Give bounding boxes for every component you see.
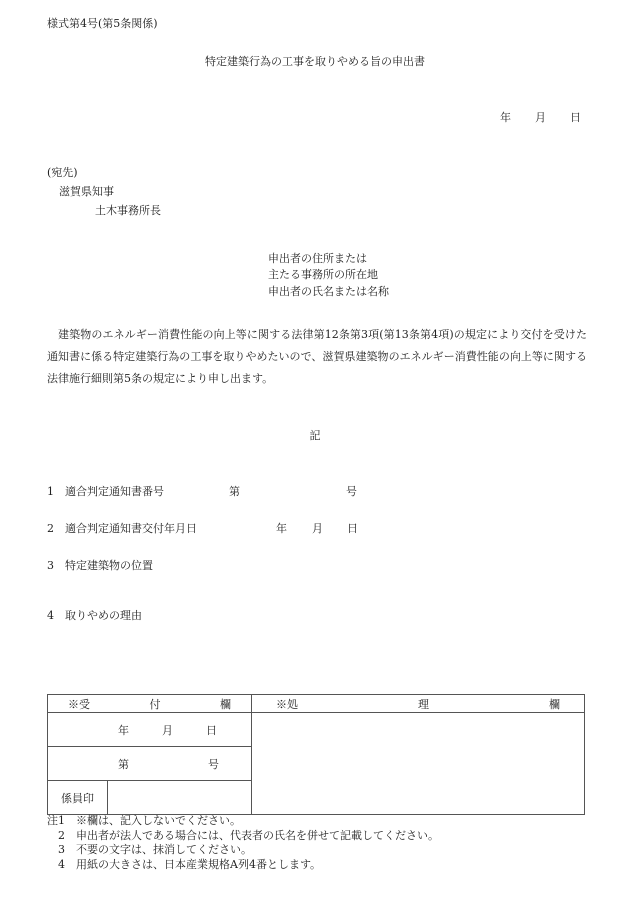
applicant-address-line2: 主たる事務所の所在地 <box>268 268 378 281</box>
reception-month: 月 <box>162 723 173 737</box>
reception-dai: 第 <box>118 757 129 771</box>
item2-day: 日 <box>347 522 358 535</box>
seal-label-cell <box>48 781 108 815</box>
reception-go: 号 <box>208 757 219 771</box>
note-2: 2 申出者が法人である場合には、代表者の氏名を併せて記載してください。 <box>58 828 439 842</box>
reception-year: 年 <box>118 723 129 737</box>
item1-dai: 第 <box>229 485 240 498</box>
seal-label: 係員印 <box>61 791 94 805</box>
item1-label: 1 適合判定通知書番号 <box>47 485 164 498</box>
processing-header-3: 欄 <box>549 697 560 711</box>
reception-header-2: 付 <box>149 697 161 711</box>
processing-header-2: 理 <box>418 697 429 711</box>
reception-number-cell[interactable] <box>48 747 252 781</box>
item4-label: 4 取りやめの理由 <box>47 609 142 622</box>
item2-year: 年 <box>276 522 287 535</box>
form-number: 様式第4号(第5条関係) <box>47 17 158 30</box>
notes <box>47 814 439 872</box>
item1-go: 号 <box>346 485 357 498</box>
date-month: 月 <box>535 111 546 124</box>
note-4: 4 用紙の大きさは、日本産業規格A列4番とします。 <box>58 857 322 871</box>
applicant-address-line1: 申出者の住所または <box>268 252 367 265</box>
addressee-governor: 滋賀県知事 <box>59 185 114 198</box>
applicant-name-line: 申出者の氏名または名称 <box>268 285 389 298</box>
reception-header-3: 欄 <box>220 697 231 711</box>
reception-day: 日 <box>206 723 217 737</box>
note-1: 注1 ※欄は、記入しないでください。 <box>47 814 241 827</box>
reception-header <box>48 695 252 713</box>
date-year: 年 <box>500 111 511 124</box>
date-day: 日 <box>570 111 581 124</box>
item2-label: 2 適合判定通知書交付年月日 <box>47 522 197 535</box>
seal-stamp-cell[interactable] <box>108 781 252 815</box>
addressee-label: (宛先) <box>47 166 78 179</box>
addressee-office: 土木事務所長 <box>95 204 161 217</box>
document-title: 特定建築行為の工事を取りやめる旨の申出書 <box>205 55 425 68</box>
office-use-table <box>47 694 585 815</box>
processing-header <box>252 695 585 713</box>
note-3: 3 不要の文字は、抹消してください。 <box>58 843 252 856</box>
body-paragraph: 建築物のエネルギー消費性能の向上等に関する法律第12条第3項(第13条第4項)の規定により交付を受けた通知書に係る特定建築行為の工事を取りやめたいので、滋賀県建築物のエネルギー消費性能の向上等に関する法律施行細則第5条の規定により申し出ます。 <box>47 328 587 385</box>
reception-date-cell[interactable] <box>48 713 252 747</box>
reception-header-1: ※受 <box>68 697 90 711</box>
processing-header-1: ※処 <box>276 697 298 711</box>
ki-heading: 記 <box>309 429 321 442</box>
item2-month: 月 <box>312 522 323 535</box>
item3-label: 3 特定建築物の位置 <box>47 559 153 572</box>
processing-cell[interactable] <box>252 713 585 815</box>
date-line <box>500 111 581 125</box>
